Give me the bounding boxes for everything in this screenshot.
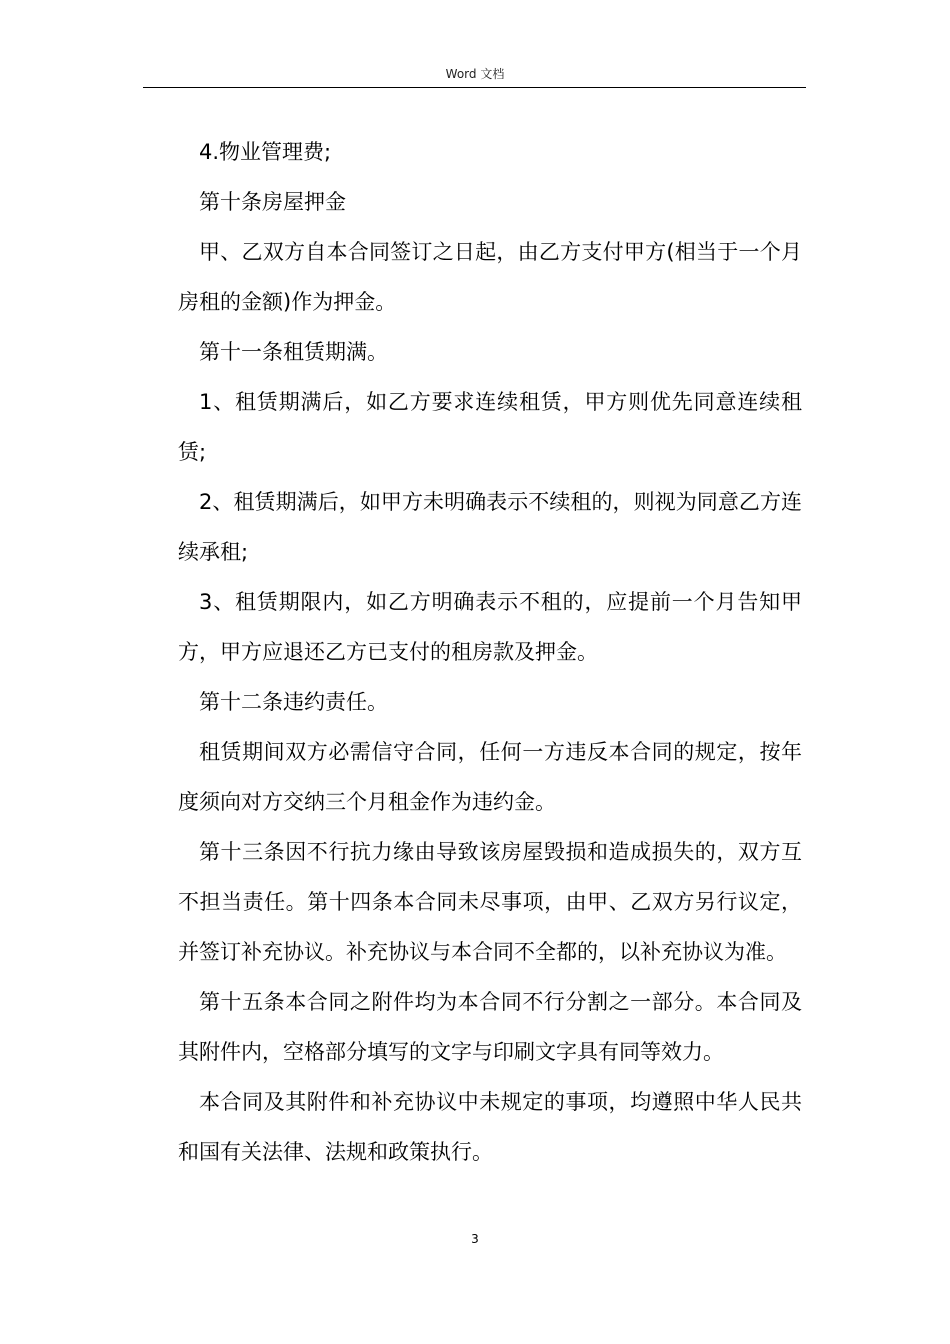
paragraph: 甲、乙双方自本合同签订之日起，由乙方支付甲方(相当于一个月房租的金额)作为押金。 [178, 240, 802, 314]
paragraph: 3、租赁期限内，如乙方明确表示不租的，应提前一个月告知甲方，甲方应退还乙方已支付的租房款及押金。 [178, 590, 802, 664]
header-divider [143, 87, 806, 88]
paragraph: 2、租赁期满后，如甲方未明确表示不续租的，则视为同意乙方连续承租; [178, 490, 802, 564]
paragraph: 租赁期间双方必需信守合同，任何一方违反本合同的规定，按年度须向对方交纳三个月租金作为违约金。 [178, 740, 802, 814]
paragraph: 第十三条因不行抗力缘由导致该房屋毁损和造成损失的，双方互不担当责任。第十四条本合同未尽事项，由甲、乙双方另行议定，并签订补充协议。补充协议与本合同不全都的，以补充协议为准。 [178, 840, 802, 964]
paragraph: 4.物业管理费; [199, 140, 332, 164]
paragraph: 第十五条本合同之附件均为本合同不行分割之一部分。本合同及其附件内，空格部分填写的文字与印刷文字具有同等效力。 [178, 990, 802, 1064]
paragraph: 第十一条租赁期满。 [199, 340, 388, 364]
paragraph: 本合同及其附件和补充协议中未规定的事项，均遵照中华人民共和国有关法律、法规和政策执行。 [178, 1090, 802, 1164]
page-number: 3 [471, 1232, 479, 1246]
paragraph: 第十条房屋押金 [199, 190, 346, 214]
page-header: Word 文档 [445, 67, 505, 81]
document-body [178, 127, 802, 1177]
paragraph: 1、租赁期满后，如乙方要求连续租赁，甲方则优先同意连续租赁; [178, 390, 802, 464]
paragraph: 第十二条违约责任。 [199, 690, 388, 714]
